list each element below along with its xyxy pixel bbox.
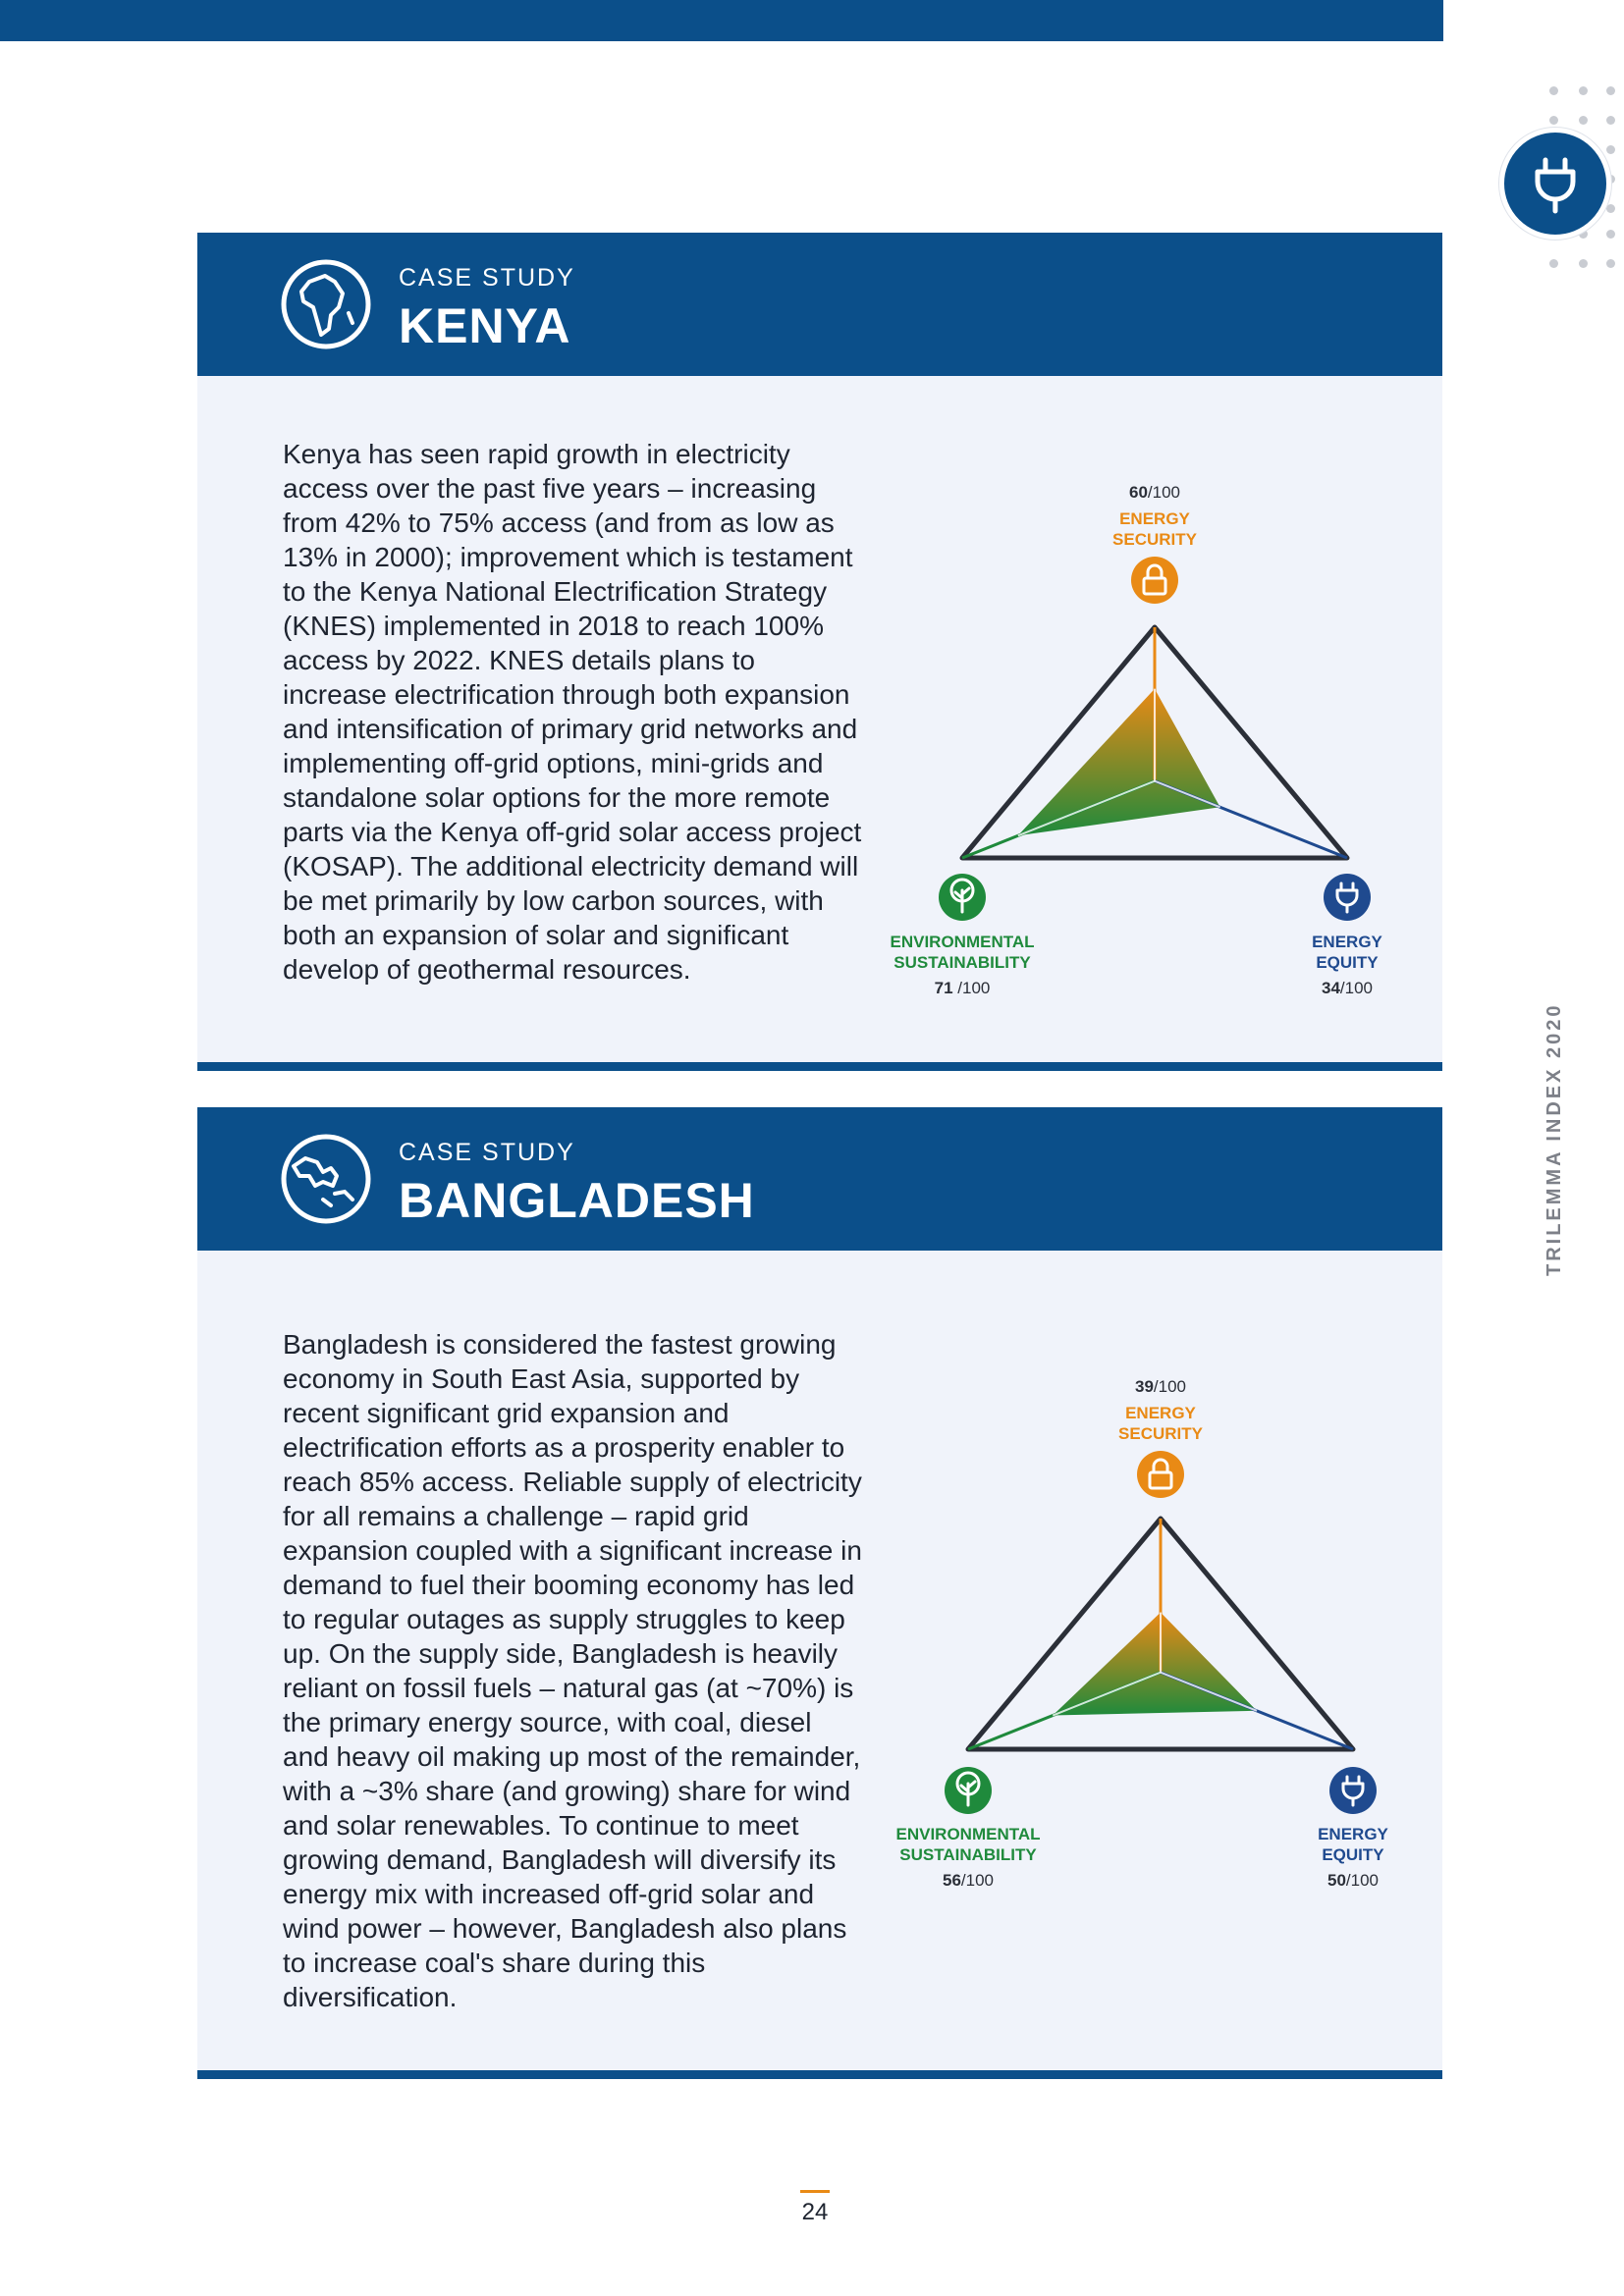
case-study-header: [197, 1107, 1442, 1251]
equity-label: EQUITY: [1322, 1845, 1384, 1864]
top-bar: [0, 0, 1443, 41]
equity-label: ENERGY: [1318, 1825, 1388, 1843]
case-study-kicker: CASE STUDY: [399, 264, 575, 292]
sustainability-score: 71 /100: [934, 979, 991, 997]
security-score: 39/100: [1134, 1377, 1187, 1396]
case-study-title: KENYA: [399, 298, 571, 353]
security-label: SECURITY: [1118, 1424, 1203, 1443]
equity-score: 34/100: [1321, 979, 1374, 997]
plug-icon: [1324, 874, 1371, 921]
sustainability-score: 56/100: [942, 1871, 995, 1890]
case-study-kicker: CASE STUDY: [399, 1139, 575, 1166]
tree-icon: [945, 1767, 992, 1814]
panel-bottom-rule: [197, 2070, 1442, 2079]
sustainability-label: SUSTAINABILITY: [893, 953, 1031, 972]
equity-label: ENERGY: [1312, 933, 1382, 951]
security-label: SECURITY: [1112, 530, 1197, 549]
case-study-body: Bangladesh is considered the fastest growing economy in South East Asia, supported by recent significant grid expansion and electrification efforts as a prosperity enabler to reach 85% access. Reliable supply of electricity for all remains a challenge – rapid grid expansion coupled with a significant increase in demand to fuel their booming economy has led to regular outages as supply struggles to keep up. On the supply side, Bangladesh is heavily reliant on fossil fuels – natural gas (at ~70%) is the primary energy source, with coal, diesel and heavy oil making up most of the remainder, with a ~3% share (and growing) share for wind and solar renewables. To continue to meet growing demand, Bangladesh will diversify its energy mix with increased off-grid solar and wind power – however, Bangladesh also plans to increase coal's share during this diversification.: [283, 1329, 862, 2012]
lock-icon: [1131, 557, 1178, 604]
sidebar-label: TRILEMMA INDEX 2020: [1543, 1002, 1565, 1276]
trilemma-chart-kenya: [865, 451, 1435, 1000]
tree-icon: [939, 874, 986, 921]
sustainability-label: ENVIRONMENTAL: [890, 933, 1035, 951]
security-score: 60/100: [1128, 483, 1181, 502]
page-number: 24: [785, 2199, 844, 2226]
case-study-title: BANGLADESH: [399, 1173, 755, 1228]
trilemma-chart-bangladesh: [865, 1374, 1435, 1924]
sustainability-label: ENVIRONMENTAL: [895, 1825, 1041, 1843]
security-label: ENERGY: [1119, 509, 1190, 528]
panel-bottom-rule: [197, 1062, 1442, 1071]
plug-icon: [1329, 1767, 1377, 1814]
case-study-header: [197, 233, 1442, 376]
case-study-body: Kenya has seen rapid growth in electricity access over the past five years – increasing from 42% to 75% access (and from as low as 13% in 2000); improvement which is testament to the Kenya National Electrification Strategy (KNES) implemented in 2018 to reach 100% access by 2022. KNES details plans to increase electrification through both expansion and intensification of primary grid networks and implementing off-grid options, mini-grids and standalone solar options for the more remote parts via the Kenya off-grid solar access project (KOSAP). The additional electricity demand will be met primarily by low carbon sources, with both an expansion of solar and significant develop of geothermal resources.: [283, 439, 862, 985]
equity-score: 50/100: [1326, 1871, 1380, 1890]
globe-africa-icon: [280, 258, 372, 350]
equity-label: EQUITY: [1316, 953, 1379, 972]
lock-icon: [1137, 1451, 1184, 1498]
score-area: [1018, 689, 1220, 836]
plug-icon: [1499, 128, 1611, 240]
globe-asia-icon: [280, 1133, 372, 1225]
case-study-kenya: [197, 233, 1442, 1071]
sustainability-label: SUSTAINABILITY: [899, 1845, 1037, 1864]
case-study-bangladesh: [197, 1107, 1442, 2079]
security-label: ENERGY: [1125, 1404, 1196, 1422]
